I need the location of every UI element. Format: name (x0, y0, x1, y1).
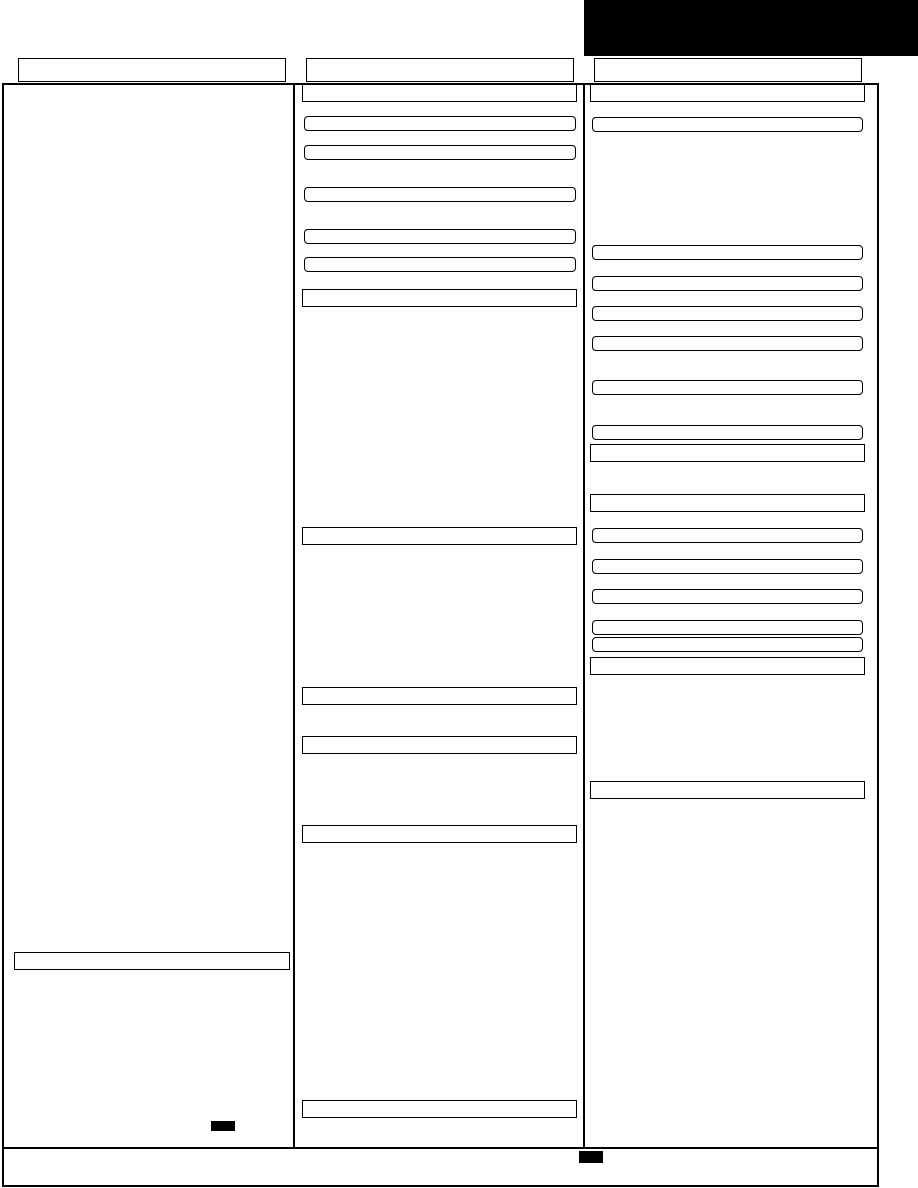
footer-text (10, 1152, 570, 1170)
col2-box-2[interactable] (304, 116, 576, 131)
col3-box-14[interactable] (592, 620, 863, 635)
col3-box-8[interactable] (592, 425, 863, 440)
col1-marker (211, 1121, 235, 1131)
col2-box-4[interactable] (304, 187, 576, 202)
col3-box-9[interactable] (590, 444, 865, 462)
footer-marker (579, 1151, 603, 1163)
col2-box-8[interactable] (302, 527, 577, 545)
header-logo-block (584, 0, 918, 56)
footer-divider (3, 1147, 879, 1149)
tab-column-1[interactable] (18, 58, 286, 82)
col3-box-4[interactable] (592, 276, 863, 291)
col1-section-box (14, 952, 290, 970)
col3-box-3[interactable] (592, 245, 863, 260)
col2-box-6[interactable] (304, 257, 576, 272)
col3-box-13[interactable] (592, 589, 863, 604)
col3-box-16[interactable] (590, 657, 865, 675)
col3-box-6[interactable] (592, 336, 863, 351)
tab-column-3[interactable] (594, 58, 862, 82)
tab-column-2[interactable] (306, 58, 574, 82)
col3-box-12[interactable] (592, 559, 863, 574)
col3-box-7[interactable] (592, 380, 863, 395)
col2-box-3[interactable] (304, 145, 576, 160)
col2-box-9[interactable] (302, 687, 577, 705)
col3-box-10[interactable] (590, 494, 865, 512)
col2-box-7[interactable] (302, 289, 577, 307)
col2-box-1[interactable] (302, 84, 577, 102)
col3-box-17[interactable] (590, 781, 865, 799)
col3-box-15[interactable] (592, 637, 863, 652)
col2-box-10[interactable] (302, 736, 577, 754)
column-divider-1 (293, 84, 295, 1148)
column-divider-2 (583, 84, 585, 1148)
col3-box-5[interactable] (592, 306, 863, 321)
col2-box-5[interactable] (304, 229, 576, 244)
col3-box-11[interactable] (592, 528, 863, 543)
col3-box-1[interactable] (590, 84, 865, 102)
col3-box-2[interactable] (592, 117, 863, 132)
col2-box-11[interactable] (302, 825, 577, 843)
col2-box-12[interactable] (302, 1100, 577, 1118)
